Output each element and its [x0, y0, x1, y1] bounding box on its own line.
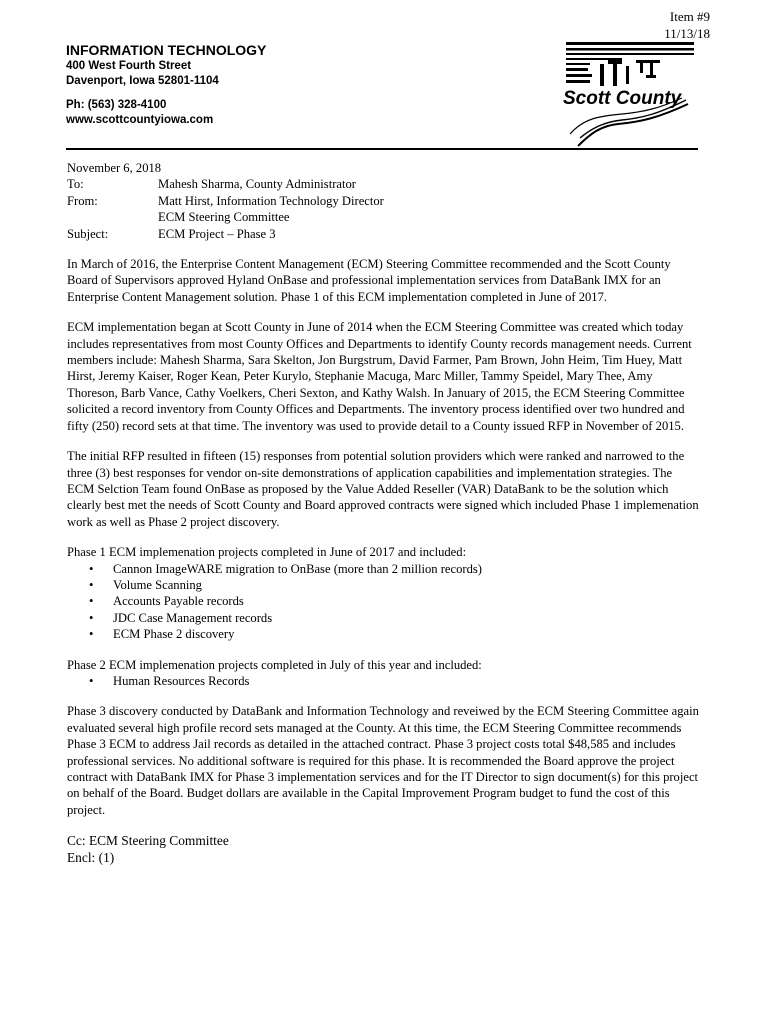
logo-text: Scott County — [563, 88, 682, 109]
paragraph-4: Phase 3 discovery conducted by DataBank and Information Technology and reveiwed by the ECM Steering Committee again evaluated several high profile record sets managed at the County. At this time, the ECM Steering Committee recommends Phase 3 ECM to address Jail records as detailed in the attached contract. Phase 3 project costs total $48,585 and includes professional services. No additional software is required for this phase. It is recommended the Board approve the project contract with DataBank IMX for Phase 3 implementation services and for the IT Director to sign document(s) for this project on behalf of the Board. Budget dollars are available in the Capital Improvement Program budget to fund the cost of this project. — [67, 704, 699, 817]
memo-body — [67, 160, 702, 866]
memo-from-row-2 — [67, 209, 702, 225]
city-address: Davenport, Iowa 52801-1104 — [66, 75, 219, 87]
subject-label: Subject: — [67, 226, 109, 241]
scott-county-logo — [560, 38, 700, 148]
phase1-list — [67, 561, 702, 643]
header-divider — [66, 148, 698, 150]
from-label: From: — [67, 193, 98, 208]
enclosure-line: Encl: (1) — [67, 850, 115, 866]
to-label: To: — [67, 177, 84, 192]
from-value: Matt Hirst, Information Technology Director — [158, 193, 384, 208]
list-item: • Human Resources Records — [89, 673, 250, 688]
phase1-intro: Phase 1 ECM implemenation projects completed in June of 2017 and included: — [67, 545, 467, 560]
bullet-icon: • — [89, 561, 94, 576]
list-item: • JDC Case Management records — [89, 610, 273, 625]
item-number: Item #9 — [669, 9, 710, 24]
bullet-icon: • — [89, 594, 94, 609]
subject-value: ECM Project – Phase 3 — [158, 226, 276, 241]
list-item: • Volume Scanning — [89, 577, 202, 592]
website: www.scottcountyiowa.com — [66, 114, 214, 126]
paragraph-1: In March of 2016, the Enterprise Content Management (ECM) Steering Committee recommended and the Scott County Board of Supervisors approved Hyland OnBase and professional implementation services from DataBank IMX for an Enterprise Content Management solution. Phase 1 of this ECM implementation completed in June of 2017. — [67, 257, 671, 304]
bullet-icon: • — [89, 610, 94, 625]
cc-line: Cc: ECM Steering Committee — [67, 833, 229, 849]
from-value-2: ECM Steering Committee — [158, 210, 290, 225]
memo-date: November 6, 2018 — [67, 161, 162, 175]
bullet-icon: • — [89, 673, 94, 688]
list-item: • Cannon ImageWARE migration to OnBase (more than 2 million records) — [89, 561, 482, 576]
memo-subject-row — [67, 226, 702, 242]
department-name: INFORMATION TECHNOLOGY — [66, 42, 267, 58]
phone-number: Ph: (563) 328-4100 — [66, 99, 167, 111]
bullet-icon: • — [89, 577, 94, 592]
paragraph-3: The initial RFP resulted in fifteen (15) responses from potential solution providers which were ranked and narrowed to the three (3) best responses for vendor on-site demonstrations of application capabilities and implementation strategies. The ECM Selction Team found OnBase as proposed by the Value Added Reseller (VAR) DataBank to be the solution which clearly best met the needs of Scott County and Board approved contracts were signed which included Phase 1 implemenation work as well as Phase 2 project discovery. — [67, 449, 699, 529]
street-address: 400 West Fourth Street — [66, 60, 192, 72]
item-date: 11/13/18 — [664, 26, 710, 41]
paragraph-2: ECM implementation began at Scott County in June of 2014 when the ECM Steering Committee was created which today includes representatives from most County Offices and Departments to identify County records management needs. Current members include: Mahesh Sharma, Sara Skelton, Jon Burgstrum, David Farmer, Pam Brown, John Heim, Tim Huey, Matt Hirst, Jeremy Kaiser, Roger Kean, Peter Kurylo, Stephanie Macuga, Marc Miller, Tammy Speidel, Mary Thee, Amy Thoreson, Barb Vance, Cathy Voelkers, Cheri Sexton, and Kathy Walsh. In January of 2015, the ECM Steering Committee solicited a record inventory from County Offices and Departments. The inventory process identified over two hundred and fifty (250) record sets at that time. The inventory was used to provide detail to a County issued RFP in November of 2015. — [67, 320, 692, 433]
letterhead — [66, 42, 266, 128]
memo-to-row — [67, 176, 702, 192]
list-item: • Accounts Payable records — [89, 594, 244, 609]
item-label — [664, 8, 710, 42]
list-item: • ECM Phase 2 discovery — [89, 627, 235, 642]
memo-from-row — [67, 193, 702, 209]
phase2-list — [67, 673, 702, 689]
phase2-intro: Phase 2 ECM implemenation projects completed in July of this year and included: — [67, 657, 482, 672]
bullet-icon: • — [89, 627, 94, 642]
to-value: Mahesh Sharma, County Administrator — [158, 177, 356, 192]
